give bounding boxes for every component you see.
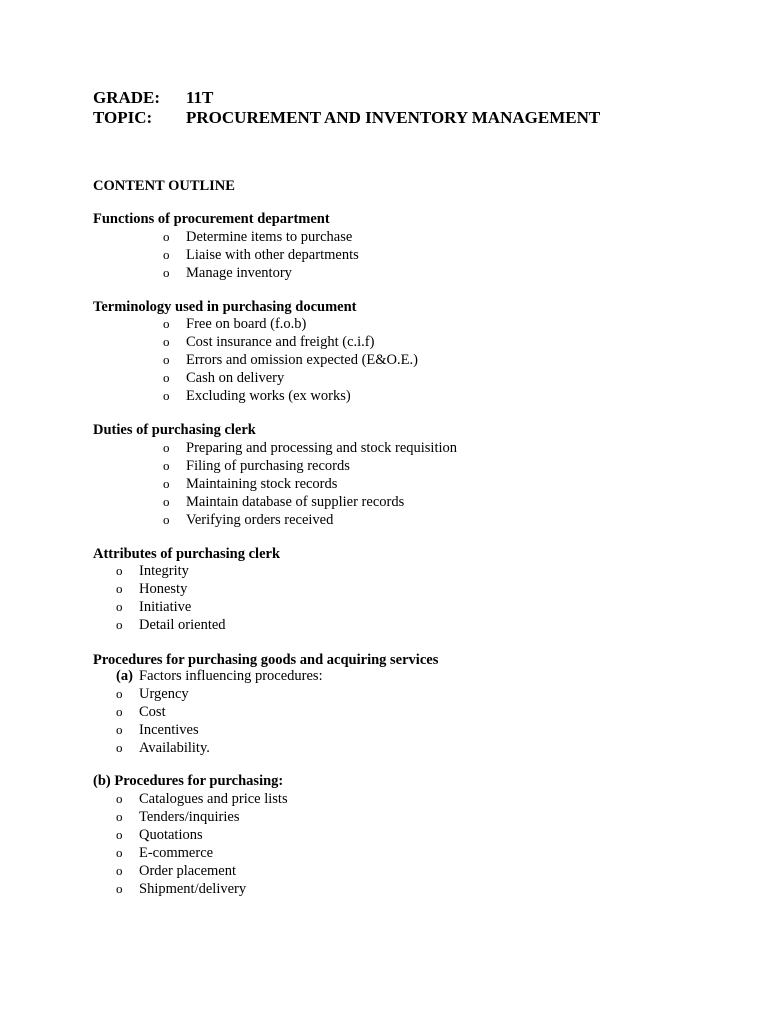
bullet-marker: o [116,563,123,578]
list-item-text: Quotations [139,827,203,843]
purchasing-heading: (b) Procedures for purchasing: [93,773,284,789]
purchasing-list [116,790,288,898]
sub-a-prefix: (a) [116,668,133,684]
list-item-text: Tenders/inquiries [139,809,240,825]
list-item [116,598,226,616]
list-item [163,493,457,511]
content-outline-title: CONTENT OUTLINE [93,178,235,194]
list-item [116,862,288,880]
list-item-text: Order placement [139,863,237,879]
bullet-marker: o [116,686,123,701]
list-item [163,369,418,387]
bullet-marker: o [163,370,170,385]
list-item [163,351,418,369]
bullet-marker: o [116,881,123,896]
topic-value: PROCUREMENT AND INVENTORY MANAGEMENT [186,108,601,127]
list-item [163,511,457,529]
list-item [116,685,210,703]
bullet-marker: o [163,316,170,331]
list-item [163,475,457,493]
list-item [163,457,457,475]
topic-label: TOPIC: [93,108,153,127]
bullet-marker: o [116,722,123,737]
procedures-sub-a [116,667,323,685]
bullet-marker: o [163,352,170,367]
bullet-marker: o [163,512,170,527]
procedures-heading: Procedures for purchasing goods and acquiring services [93,652,439,668]
terminology-list [163,315,418,405]
list-item-text: Availability. [139,740,210,756]
bullet-marker: o [163,440,170,455]
list-item-text: Verifying orders received [186,512,334,528]
bullet-marker: o [116,845,123,860]
list-item-text: Manage inventory [186,265,292,281]
list-item [116,826,288,844]
list-item-text: Cash on delivery [186,370,285,386]
duties-list [163,439,457,529]
bullet-marker: o [163,247,170,262]
list-item [116,808,288,826]
list-item [116,790,288,808]
grade-value: 11T [186,88,214,107]
bullet-marker: o [163,388,170,403]
attributes-list [116,562,226,634]
bullet-marker: o [116,791,123,806]
list-item-text: Cost [139,704,166,720]
list-item-text: Filing of purchasing records [186,458,350,474]
list-item-text: Cost insurance and freight (c.i.f) [186,334,375,350]
list-item [163,333,418,351]
list-item [163,228,359,246]
bullet-marker: o [116,863,123,878]
procedures-list [116,685,210,757]
list-item [116,580,226,598]
list-item-text: Free on board (f.o.b) [186,316,307,332]
list-item [163,315,418,333]
list-item-text: Maintain database of supplier records [186,494,405,510]
bullet-marker: o [116,827,123,842]
list-item [116,562,226,580]
list-item-text: Incentives [139,722,199,738]
list-item-text: Determine items to purchase [186,229,353,245]
functions-list [163,228,359,282]
list-item-text: Catalogues and price lists [139,791,288,807]
topic-line [93,108,600,128]
list-item-text: Liaise with other departments [186,247,359,263]
list-item-text: Preparing and processing and stock requisition [186,440,458,456]
bullet-marker: o [163,476,170,491]
list-item [116,880,288,898]
duties-heading: Duties of purchasing clerk [93,422,256,438]
list-item [116,616,226,634]
bullet-marker: o [163,334,170,349]
terminology-heading: Terminology used in purchasing document [93,299,357,315]
list-item [116,703,210,721]
list-item-text: Errors and omission expected (E&O.E.) [186,352,418,368]
list-item-text: Honesty [139,581,188,597]
bullet-marker: o [116,704,123,719]
bullet-marker: o [116,581,123,596]
list-item-text: E-commerce [139,845,214,861]
bullet-marker: o [163,229,170,244]
list-item [116,739,210,757]
functions-heading: Functions of procurement department [93,211,330,227]
list-item [163,246,359,264]
bullet-marker: o [163,265,170,280]
list-item-text: Shipment/delivery [139,881,247,897]
bullet-marker: o [116,599,123,614]
list-item [163,264,359,282]
sub-a-text: Factors influencing procedures: [139,668,323,684]
list-item-text: Maintaining stock records [186,476,338,492]
grade-label: GRADE: [93,88,161,107]
list-item-text: Initiative [139,599,192,615]
attributes-heading: Attributes of purchasing clerk [93,546,281,562]
list-item [163,439,457,457]
bullet-marker: o [163,494,170,509]
list-item-text: Urgency [139,686,189,702]
list-item-text: Detail oriented [139,617,226,633]
grade-line [93,88,213,108]
list-item-text: Excluding works (ex works) [186,388,351,404]
list-item [163,387,418,405]
bullet-marker: o [116,740,123,755]
list-item [116,721,210,739]
bullet-marker: o [116,617,123,632]
list-item [116,844,288,862]
bullet-marker: o [116,809,123,824]
list-item-text: Integrity [139,563,189,579]
bullet-marker: o [163,458,170,473]
